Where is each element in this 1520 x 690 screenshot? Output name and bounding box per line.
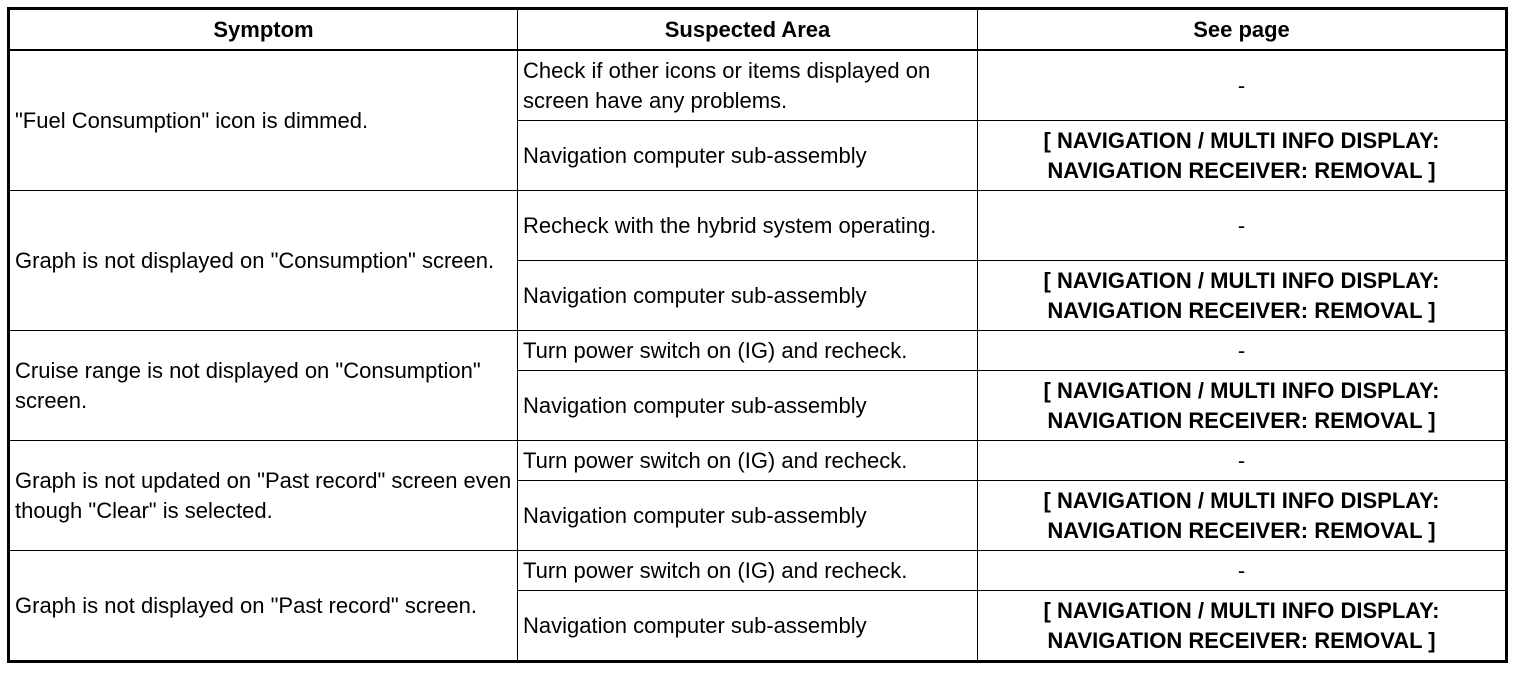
see-page-link[interactable] xyxy=(978,371,1507,441)
suspected-area-cell: Navigation computer sub-assembly xyxy=(518,371,978,441)
see-page-link[interactable] xyxy=(978,481,1507,551)
header-row xyxy=(9,9,1507,51)
symptom-cell: Graph is not displayed on "Consumption" screen. xyxy=(9,191,518,331)
header-symptom: Symptom xyxy=(9,9,518,51)
see-page-link-line1: [ NAVIGATION / MULTI INFO DISPLAY: xyxy=(1043,597,1440,623)
suspected-area-cell: Turn power switch on (IG) and recheck. xyxy=(518,441,978,481)
symptom-cell: Cruise range is not displayed on "Consumption" screen. xyxy=(9,331,518,441)
header-see-page: See page xyxy=(978,9,1507,51)
see-page-link-line2: NAVIGATION RECEIVER: REMOVAL ] xyxy=(1047,157,1436,183)
symptom-cell: "Fuel Consumption" icon is dimmed. xyxy=(9,50,518,191)
table-row xyxy=(9,551,1507,591)
see-page-link-line2: NAVIGATION RECEIVER: REMOVAL ] xyxy=(1047,517,1436,543)
see-page-cell: - xyxy=(978,441,1507,481)
see-page-cell: - xyxy=(978,191,1507,261)
see-page-link-line1: [ NAVIGATION / MULTI INFO DISPLAY: xyxy=(1043,487,1440,513)
see-page-link-line2: NAVIGATION RECEIVER: REMOVAL ] xyxy=(1047,407,1436,433)
suspected-area-cell: Navigation computer sub-assembly xyxy=(518,591,978,662)
suspected-area-cell: Navigation computer sub-assembly xyxy=(518,481,978,551)
symptom-table xyxy=(7,7,1508,663)
see-page-link[interactable] xyxy=(978,121,1507,191)
see-page-cell: - xyxy=(978,331,1507,371)
see-page-cell: - xyxy=(978,551,1507,591)
see-page-link-line1: [ NAVIGATION / MULTI INFO DISPLAY: xyxy=(1043,267,1440,293)
suspected-area-cell: Navigation computer sub-assembly xyxy=(518,121,978,191)
suspected-area-cell: Turn power switch on (IG) and recheck. xyxy=(518,551,978,591)
suspected-area-cell: Navigation computer sub-assembly xyxy=(518,261,978,331)
see-page-link-line2: NAVIGATION RECEIVER: REMOVAL ] xyxy=(1047,297,1436,323)
symptom-cell: Graph is not updated on "Past record" screen even though "Clear" is selected. xyxy=(9,441,518,551)
table-row xyxy=(9,50,1507,121)
see-page-link[interactable] xyxy=(978,261,1507,331)
see-page-link-line1: [ NAVIGATION / MULTI INFO DISPLAY: xyxy=(1043,127,1440,153)
see-page-link-line1: [ NAVIGATION / MULTI INFO DISPLAY: xyxy=(1043,377,1440,403)
suspected-area-cell: Recheck with the hybrid system operating. xyxy=(518,191,978,261)
table-row xyxy=(9,331,1507,371)
see-page-link-line2: NAVIGATION RECEIVER: REMOVAL ] xyxy=(1047,627,1436,653)
see-page-link[interactable] xyxy=(978,591,1507,662)
header-suspected-area: Suspected Area xyxy=(518,9,978,51)
table-row xyxy=(9,191,1507,261)
see-page-cell: - xyxy=(978,50,1507,121)
table-row xyxy=(9,441,1507,481)
document xyxy=(7,7,1505,663)
suspected-area-cell: Turn power switch on (IG) and recheck. xyxy=(518,331,978,371)
suspected-area-cell: Check if other icons or items displayed on screen have any problems. xyxy=(518,50,978,121)
symptom-cell: Graph is not displayed on "Past record" screen. xyxy=(9,551,518,662)
